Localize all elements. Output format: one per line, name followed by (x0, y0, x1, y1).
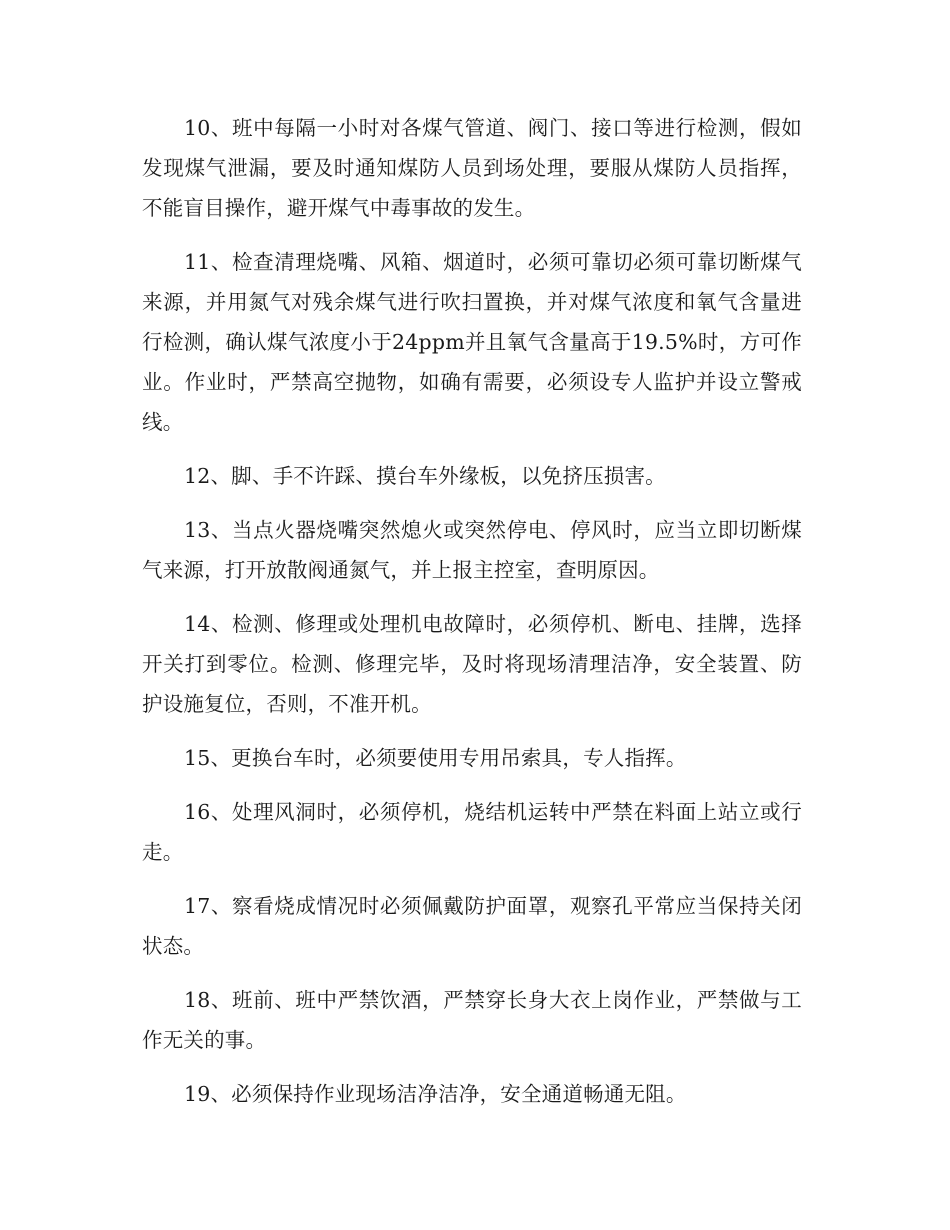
paragraph-item-14: 14、检测、修理或处理机电故障时，必须停机、断电、挂牌，选择开关打到零位。检测、修理完毕，及时将现场清理洁净，安全装置、防护设施复位，否则，不准开机。 (142, 612, 802, 716)
paragraph-item-11: 11、检查清理烧嘴、风箱、烟道时，必须可靠切必须可靠切断煤气来源，并用氮气对残余煤气进行吹扫置换，并对煤气浓度和氧气含量进行检测，确认煤气浓度小于24ppm并且氧气含量高于19.5%时，方可作业。作业时，严禁高空抛物，如确有需要，必须设专人监护并设立警戒线。 (142, 250, 802, 434)
paragraph-item-15: 15、更换台车时，必须要使用专用吊索具，专人指挥。 (184, 746, 687, 770)
paragraph-item-17: 17、察看烧成情况时必须佩戴防护面罩，观察孔平常应当保持关闭状态。 (142, 894, 802, 958)
paragraph-item-10: 10、班中每隔一小时对各煤气管道、阀门、接口等进行检测，假如发现煤气泄漏，要及时通知煤防人员到场处理，要服从煤防人员指挥，不能盲目操作，避开煤气中毒事故的发生。 (142, 116, 802, 220)
paragraph-item-16: 16、处理风洞时，必须停机，烧结机运转中严禁在料面上站立或行走。 (142, 800, 802, 864)
document-body (142, 108, 802, 1128)
paragraph-item-18: 18、班前、班中严禁饮酒，严禁穿长身大衣上岗作业，严禁做与工作无关的事。 (142, 988, 802, 1052)
paragraph-item-13: 13、当点火器烧嘴突然熄火或突然停电、停风时，应当立即切断煤气来源，打开放散阀通氮气，并上报主控室，查明原因。 (142, 518, 802, 582)
paragraph-item-12: 12、脚、手不许踩、摸台车外缘板，以免挤压损害。 (184, 464, 666, 488)
paragraph-item-19: 19、必须保持作业现场洁净洁净，安全通道畅通无阻。 (184, 1082, 687, 1106)
